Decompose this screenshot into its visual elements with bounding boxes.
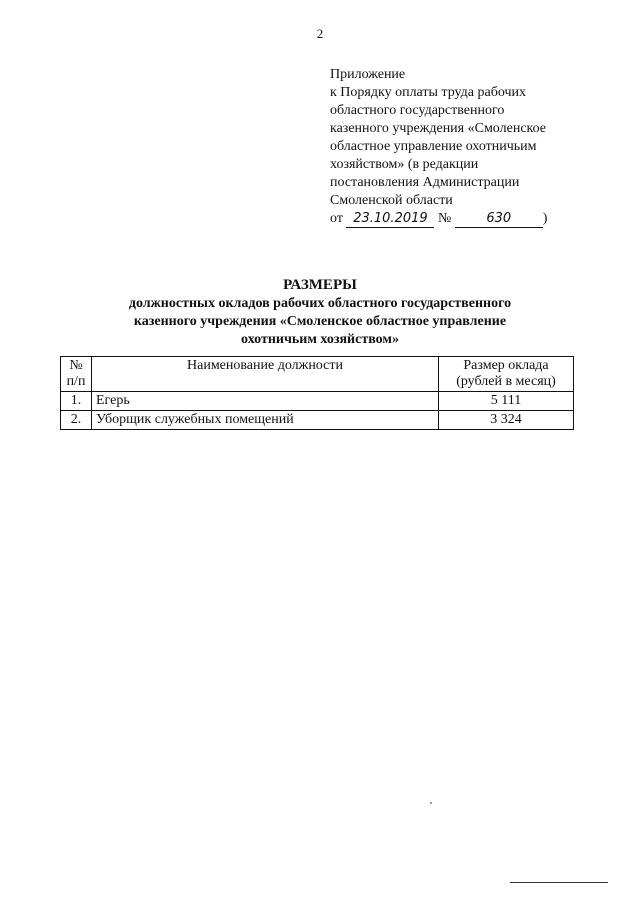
row-number: 2. bbox=[61, 411, 92, 430]
appendix-block bbox=[330, 66, 620, 228]
appendix-line: Смоленской области bbox=[330, 193, 453, 208]
appendix-line: постановления Администрации bbox=[330, 175, 520, 190]
salary-table bbox=[60, 356, 574, 430]
date-number-row bbox=[330, 210, 620, 228]
row-position-name: Егерь bbox=[92, 392, 439, 411]
appendix-line: к Порядку оплаты труда рабочих bbox=[330, 85, 526, 100]
header-number-line: № bbox=[69, 358, 83, 373]
header-salary-amount bbox=[439, 357, 574, 392]
handwritten-date: 23.10.2019 bbox=[346, 211, 434, 228]
appendix-line: областного государственного bbox=[330, 103, 505, 118]
table-header-row bbox=[61, 357, 574, 392]
header-number bbox=[61, 357, 92, 392]
document-heading bbox=[0, 276, 640, 349]
appendix-line: казенного учреждения «Смоленское bbox=[330, 121, 547, 136]
page-number: 2 bbox=[316, 26, 324, 41]
document-subtitle-line: должностных окладов рабочих областного государственного bbox=[128, 296, 512, 311]
header-amount-line: (рублей в месяц) bbox=[456, 374, 556, 389]
header-amount-line: Размер оклада bbox=[463, 358, 549, 373]
document-title: РАЗМЕРЫ bbox=[283, 277, 357, 293]
document-subtitle-line: охотничьим хозяйством» bbox=[241, 332, 399, 347]
scan-speck bbox=[430, 802, 432, 804]
table-row bbox=[61, 411, 574, 430]
number-label: № bbox=[437, 211, 452, 226]
row-salary-amount: 5 111 bbox=[439, 392, 574, 411]
closing-paren: ) bbox=[542, 211, 548, 226]
row-salary-amount: 3 324 bbox=[439, 411, 574, 430]
handwritten-number: 630 bbox=[455, 211, 543, 228]
header-position-name: Наименование должности bbox=[92, 357, 439, 392]
appendix-line: областное управление охотничьим bbox=[330, 139, 537, 154]
from-label: от bbox=[330, 211, 343, 226]
document-subtitle-line: казенного учреждения «Смоленское областное управление bbox=[133, 314, 507, 329]
header-number-line: п/п bbox=[66, 374, 86, 389]
table-row bbox=[61, 392, 574, 411]
row-number: 1. bbox=[61, 392, 92, 411]
appendix-line: Приложение bbox=[330, 67, 406, 82]
appendix-line: хозяйством» (в редакции bbox=[330, 157, 479, 172]
footer-rule bbox=[510, 882, 608, 883]
row-position-name: Уборщик служебных помещений bbox=[92, 411, 439, 430]
